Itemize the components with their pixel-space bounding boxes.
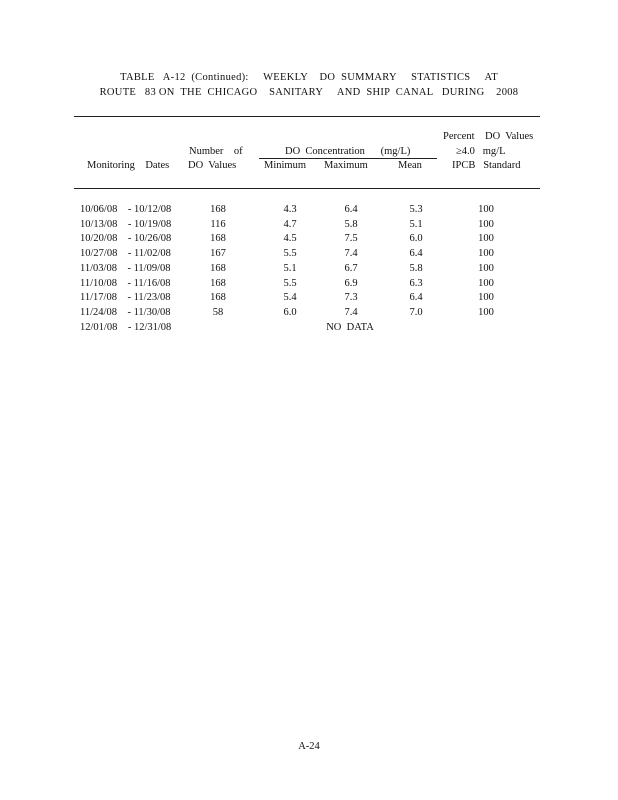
table-row <box>0 233 618 247</box>
cell-maximum: 6.7 <box>344 262 358 274</box>
cell-percent: 100 <box>478 262 494 274</box>
table-top-rule <box>74 116 540 117</box>
cell-number: 168 <box>210 204 226 215</box>
table-row <box>0 307 618 321</box>
cell-number: 58 <box>212 306 224 318</box>
cell-minimum: 5.5 <box>283 277 297 289</box>
cell-mean: 5.8 <box>409 262 423 274</box>
cell-number: 168 <box>210 233 226 245</box>
table-header-rule <box>74 188 540 189</box>
cell-minimum: 5.4 <box>283 292 297 304</box>
cell-percent: 100 <box>478 218 494 230</box>
cell-minimum: 6.0 <box>283 306 297 318</box>
page-number: A-24 <box>298 741 320 752</box>
no-data-note: NO DATA <box>326 321 374 333</box>
table-row <box>0 278 618 292</box>
cell-dates: 10/20/08 - 10/26/08 <box>80 233 172 245</box>
cell-maximum: 5.8 <box>344 218 358 230</box>
cell-dates: 10/27/08 - 11/02/08 <box>80 248 171 260</box>
cell-maximum: 7.4 <box>344 248 358 260</box>
cell-minimum: 4.5 <box>283 233 297 245</box>
cell-dates: 10/13/08 - 10/19/08 <box>80 218 172 230</box>
cell-dates: 11/24/08 - 11/30/08 <box>80 306 171 318</box>
cell-mean: 6.0 <box>409 233 423 245</box>
cell-maximum: 6.4 <box>344 204 358 215</box>
cell-dates: 12/01/08 - 12/31/08 <box>80 321 172 333</box>
table-row <box>0 248 618 262</box>
table-row <box>0 219 618 233</box>
do-concentration-underline <box>259 158 437 159</box>
cell-mean: 6.4 <box>409 248 423 260</box>
cell-number: 168 <box>210 262 226 274</box>
cell-percent: 100 <box>478 292 494 304</box>
header-number-of-line-2: DO Values <box>188 160 237 171</box>
table-title-line-2: ROUTE 83 ON THE CHICAGO SANITARY AND SHIP CANAL DURING 2008 <box>99 87 519 98</box>
cell-percent: 100 <box>478 306 494 318</box>
cell-mean: 7.0 <box>409 306 423 318</box>
header-do-concentration: DO Concentration (mg/L) <box>285 146 411 157</box>
header-percent-line-1: Percent DO Values <box>443 131 534 142</box>
cell-maximum: 7.4 <box>344 306 358 318</box>
cell-dates: 11/17/08 - 11/23/08 <box>80 292 171 304</box>
cell-mean: 5.1 <box>409 218 423 230</box>
header-number-of-line-1: Number of <box>189 146 243 157</box>
cell-mean: 6.3 <box>409 277 423 289</box>
table-row <box>0 263 618 277</box>
cell-number: 168 <box>210 277 226 289</box>
cell-percent: 100 <box>478 233 494 245</box>
cell-maximum: 6.9 <box>344 277 358 289</box>
cell-number: 116 <box>210 218 226 230</box>
cell-minimum: 4.3 <box>283 204 297 215</box>
cell-mean: 6.4 <box>409 292 423 304</box>
cell-percent: 100 <box>478 248 494 260</box>
table-title-line-1: TABLE A-12 (Continued): WEEKLY DO SUMMARY STATISTICS AT <box>120 72 498 83</box>
header-percent-line-2: ≥4.0 mg/L <box>456 146 506 157</box>
cell-percent: 100 <box>478 277 494 289</box>
cell-percent: 100 <box>478 204 494 215</box>
header-mean: Mean <box>398 160 422 171</box>
cell-dates: 11/03/08 - 11/09/08 <box>80 262 171 274</box>
cell-minimum: 5.5 <box>283 248 297 260</box>
table-row-no-data <box>0 322 618 336</box>
cell-number: 168 <box>210 292 226 304</box>
cell-maximum: 7.3 <box>344 292 358 304</box>
cell-mean: 5.3 <box>409 204 423 215</box>
cell-maximum: 7.5 <box>344 233 358 245</box>
cell-minimum: 4.7 <box>283 218 297 230</box>
cell-minimum: 5.1 <box>283 262 297 274</box>
header-percent-line-3: IPCB Standard <box>452 160 521 171</box>
cell-number: 167 <box>210 248 226 260</box>
cell-dates: 11/10/08 - 11/16/08 <box>80 277 171 289</box>
table-row <box>0 204 618 218</box>
header-monitoring-dates: Monitoring Dates <box>87 160 170 171</box>
header-maximum: Maximum <box>324 160 368 171</box>
cell-dates: 10/06/08 - 10/12/08 <box>80 204 172 215</box>
header-minimum: Minimum <box>264 160 307 171</box>
table-row <box>0 292 618 306</box>
